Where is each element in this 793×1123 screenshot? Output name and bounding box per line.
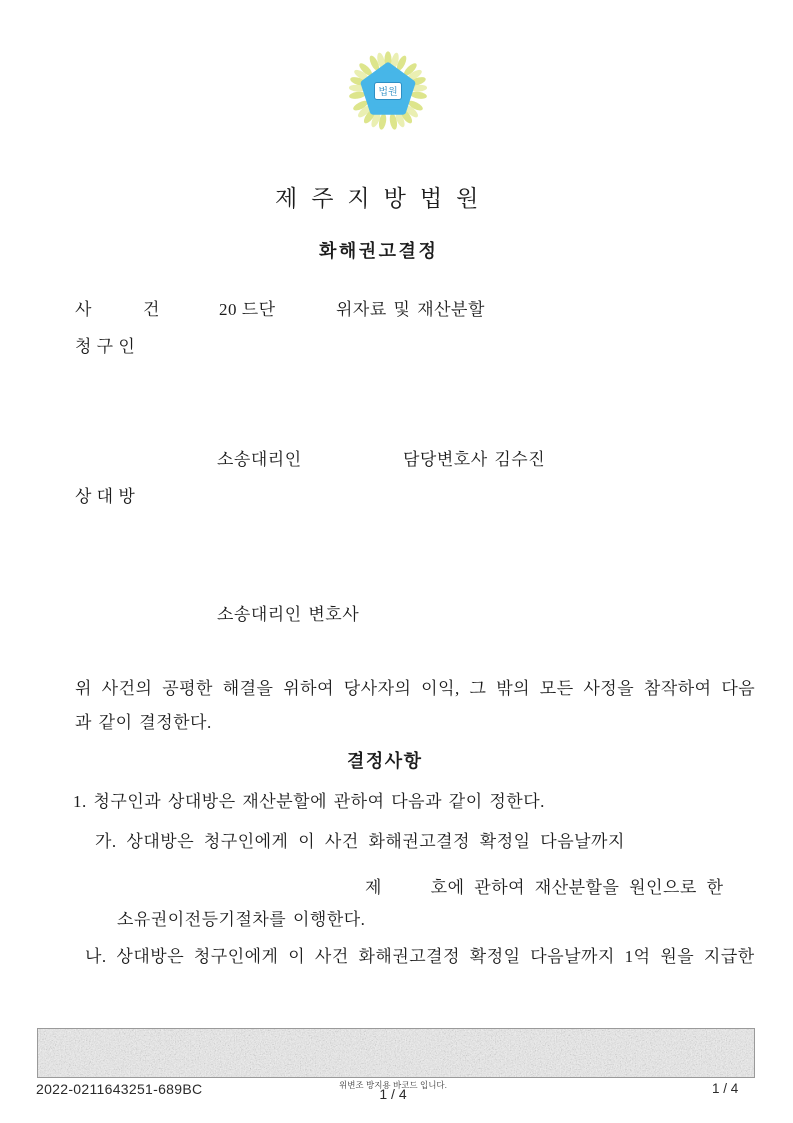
- document-code: 2022-0211643251-689BC: [36, 1081, 203, 1097]
- respondent-label: 상 대 방: [75, 487, 136, 506]
- court-name: 제주지방법원: [275, 186, 493, 211]
- decision-item-1a-line3: 소유권이전등기절차를 이행한다.: [117, 910, 366, 929]
- case-number: 20 드단: [219, 300, 276, 319]
- anti-forgery-barcode: [37, 1028, 755, 1078]
- case-label-right: 건: [143, 300, 160, 319]
- decision-item-1b: 나. 상대방은 청구인에게 이 사건 화해권고결정 확정일 다음날까지 1억 원을 지급한: [85, 947, 755, 966]
- decision-item-1a-line2: 제 호에 관하여 재산분할을 원인으로 한: [365, 878, 724, 897]
- claimant-rep-value: 담당변호사 김수진: [403, 450, 546, 469]
- emblem-label: 법원: [378, 87, 398, 98]
- case-name: 위자료 및 재산분할: [336, 300, 485, 319]
- section-title: 결정사항: [347, 751, 423, 771]
- respondent-rep: 소송대리인 변호사: [217, 605, 360, 624]
- decision-item-1a-line1: 가. 상대방은 청구인에게 이 사건 화해권고결정 확정일 다음날까지: [95, 832, 625, 851]
- intro-paragraph-line1: 위 사건의 공평한 해결을 위하여 당사자의 이익, 그 밖의 모든 사정을 참작하여 다음: [75, 679, 756, 698]
- court-emblem: [348, 50, 428, 130]
- barcode-noise-texture: [38, 1029, 754, 1077]
- case-label-left: 사: [75, 300, 92, 319]
- claimant-label: 청 구 인: [75, 337, 136, 356]
- page-number-right: 1 / 4: [712, 1081, 739, 1096]
- page-number-center: 1 / 4: [379, 1086, 407, 1102]
- decision-item-1: 1. 청구인과 상대방은 재산분할에 관하여 다음과 같이 정한다.: [73, 792, 545, 811]
- claimant-rep-label: 소송대리인: [217, 450, 302, 469]
- court-emblem-icon: [348, 50, 428, 130]
- document-title: 화해권고결정: [319, 241, 439, 261]
- barcode-caption: 위변조 방지용 바코드 입니다.: [339, 1080, 447, 1090]
- intro-paragraph-line2: 과 같이 결정한다.: [75, 713, 212, 732]
